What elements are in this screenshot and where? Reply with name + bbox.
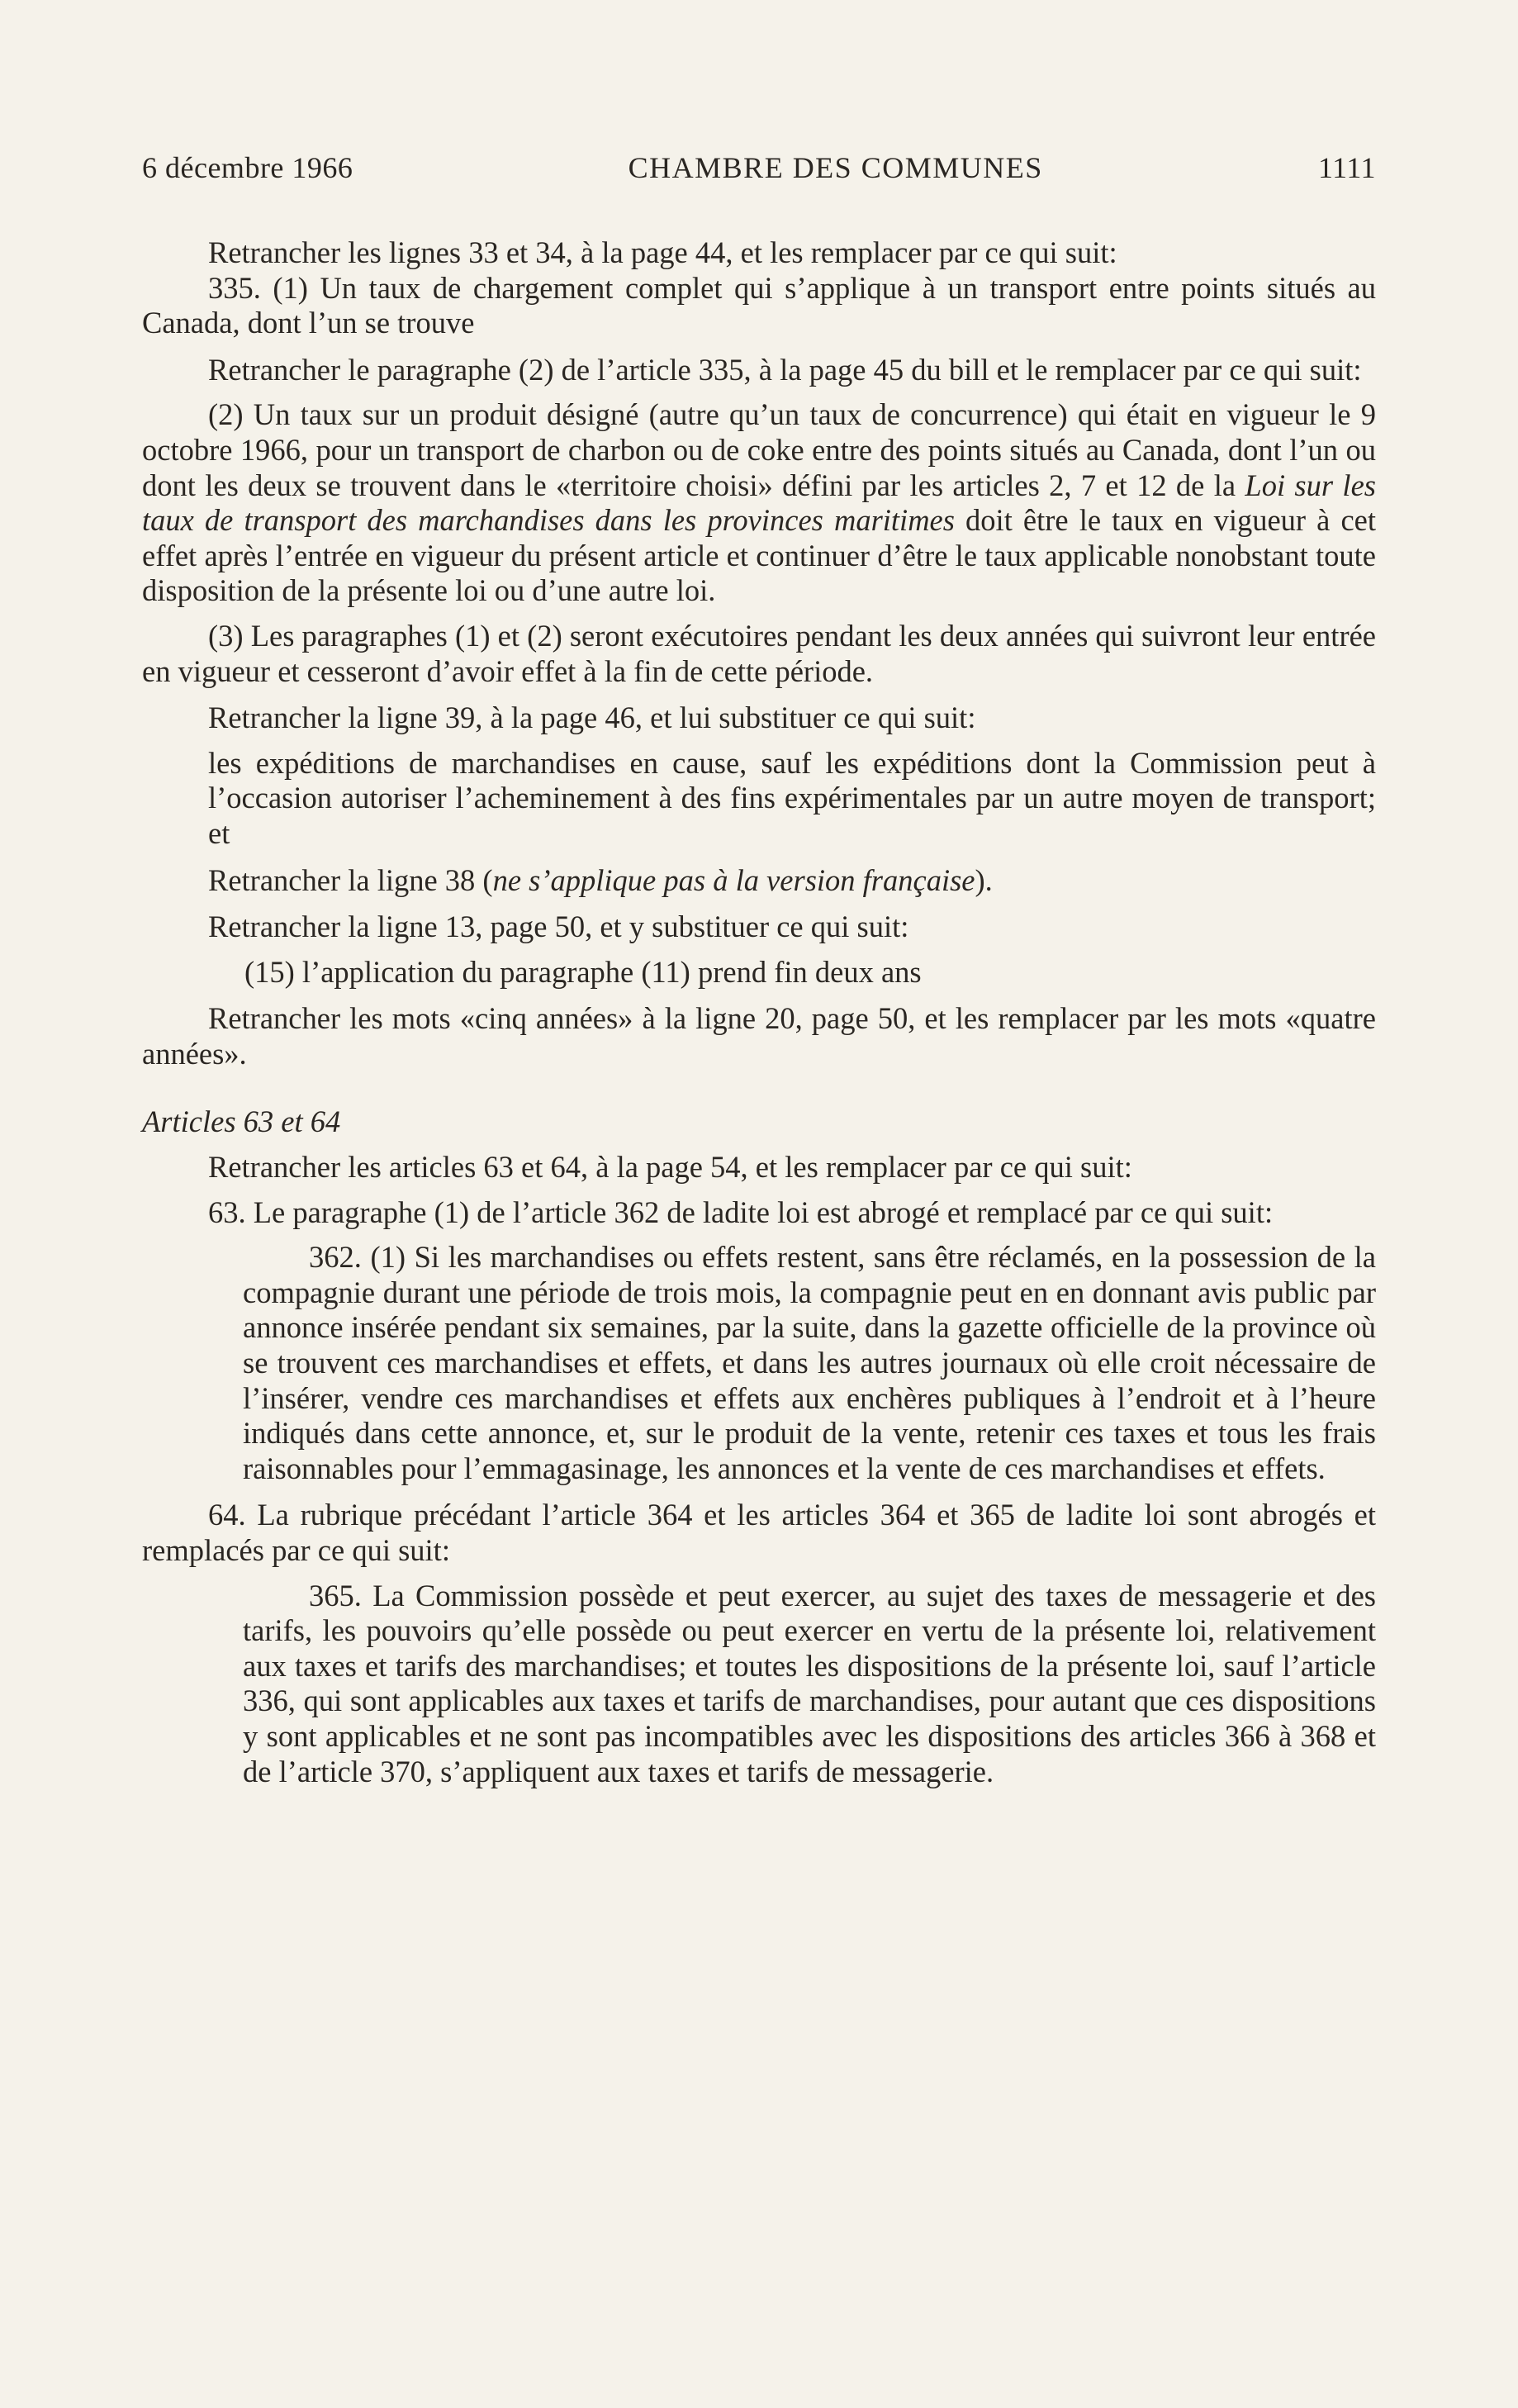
header-title: CHAMBRE DES COMMUNES xyxy=(628,151,1043,184)
quoted-article-365 xyxy=(243,1579,1376,1790)
page-number: 1111 xyxy=(1317,151,1376,184)
paragraph-1: Retrancher les lignes 33 et 34, à la page 44, et les remplacer par ce qui suit: xyxy=(208,235,1117,269)
document-body xyxy=(142,235,1376,1789)
paragraph-14: 362. (1) Si les marchandises ou effets restent, sans être réclamés, en la possession de la compagnie durant une période de trois mois, la compagnie peut en en donnant avis public par annonce insérée pendant six semaines, par la suite, dans la gazette officielle de la province où se trouvent ces marchandises et effets, et dans les autres journaux où elle croit nécessaire de l’insérer, vendre ces marchandises et effets aux enchères publiques à l’endroit et à l’heure indiqués dans cette annonce, et, sur le produit de la vente, retenir ces taxes et tous les frais raisonnables pour l’emmagasinage, les annonces et la vente de ces marchandises et effets. xyxy=(243,1240,1376,1485)
paragraph-4-part-1: (2) Un taux sur un produit désigné (autre qu’un taux de concurrence) qui était en vigueur le 9 octobre 1966, pour un transport de charbon ou de coke entre des points situés au Canada, dont l’un ou dont les deux se trouvent dans le «territoire choisi» défini par les articles 2, 7 et 12 de la xyxy=(142,397,1376,502)
paragraph-4-part-2: doit être le taux en vigueur à cet effet après l’entrée en vigueur du présent article et continuer d’être le taux applicable nonobstant toute disposition de la présente loi ou d’une autre loi. xyxy=(142,503,1376,608)
paragraph-8-italic: ne s’applique pas à la version française xyxy=(492,862,975,897)
paragraph-8-part-1: Retrancher la ligne 38 ( xyxy=(208,862,493,897)
paragraph-16: 365. La Commission possède et peut exercer, au sujet des taxes de messagerie et des tarifs, les pouvoirs qu’elle possède ou peut exercer en vertu de la présente loi, relativement aux taxes et tarifs des marchandises; et toutes les dispositions de la présente loi, sauf l’article 336, qui sont applicables aux taxes et tarifs de marchandises, pour autant que ces dispositions y sont applicables et ne sont pas incompatibles avec les dispositions des articles 366 à 368 et de l’article 370, s’appliquent aux taxes et tarifs de messagerie. xyxy=(243,1578,1376,1788)
paragraph-13: 63. Le paragraphe (1) de l’article 362 de ladite loi est abrogé et remplacé par ce qui suit: xyxy=(208,1195,1274,1229)
page-header xyxy=(142,150,1376,185)
paragraph-12: Retrancher les articles 63 et 64, à la page 54, et les remplacer par ce qui suit: xyxy=(208,1150,1132,1185)
paragraph-5: (3) Les paragraphes (1) et (2) seront exécutoires pendant les deux années qui suivront leur entrée en vigueur et cesseront d’avoir effet à la fin de cette période. xyxy=(142,618,1376,688)
paragraph-4 xyxy=(142,397,1376,609)
law-title: Loi sur les taux de transport des marchandises dans les provinces maritimes xyxy=(142,468,1376,538)
paragraph-8-part-2: ). xyxy=(975,862,993,897)
paragraph-7: les expéditions de marchandises en cause, sauf les expéditions dont la Commission peut à l’occasion autoriser l’acheminement à des fins expérimentales par un autre moyen de transport; et xyxy=(208,745,1376,850)
quoted-article-362 xyxy=(243,1240,1376,1486)
paragraph-8 xyxy=(142,863,1376,899)
section-heading: Articles 63 et 64 xyxy=(142,1104,341,1139)
paragraph-9: Retrancher la ligne 13, page 50, et y substituer ce qui suit: xyxy=(208,910,909,944)
paragraph-6: Retrancher la ligne 39, à la page 46, et lui substituer ce qui suit: xyxy=(208,701,976,735)
paragraph-10: (15) l’application du paragraphe (11) prend fin deux ans xyxy=(244,954,922,989)
paragraph-15: 64. La rubrique précédant l’article 364 et les articles 364 et 365 de ladite loi sont abrogés et remplacés par ce qui suit: xyxy=(142,1498,1376,1567)
header-date: 6 décembre 1966 xyxy=(142,151,353,184)
paragraph-3: Retrancher le paragraphe (2) de l’article 335, à la page 45 du bill et le remplacer par ce qui suit: xyxy=(208,352,1362,387)
paragraph-11: Retrancher les mots «cinq années» à la ligne 20, page 50, et les remplacer par les mots «quatre années». xyxy=(142,1001,1376,1071)
paragraph-2: 335. (1) Un taux de chargement complet qui s’applique à un transport entre points situés au Canada, dont l’un se trouve xyxy=(142,270,1376,340)
